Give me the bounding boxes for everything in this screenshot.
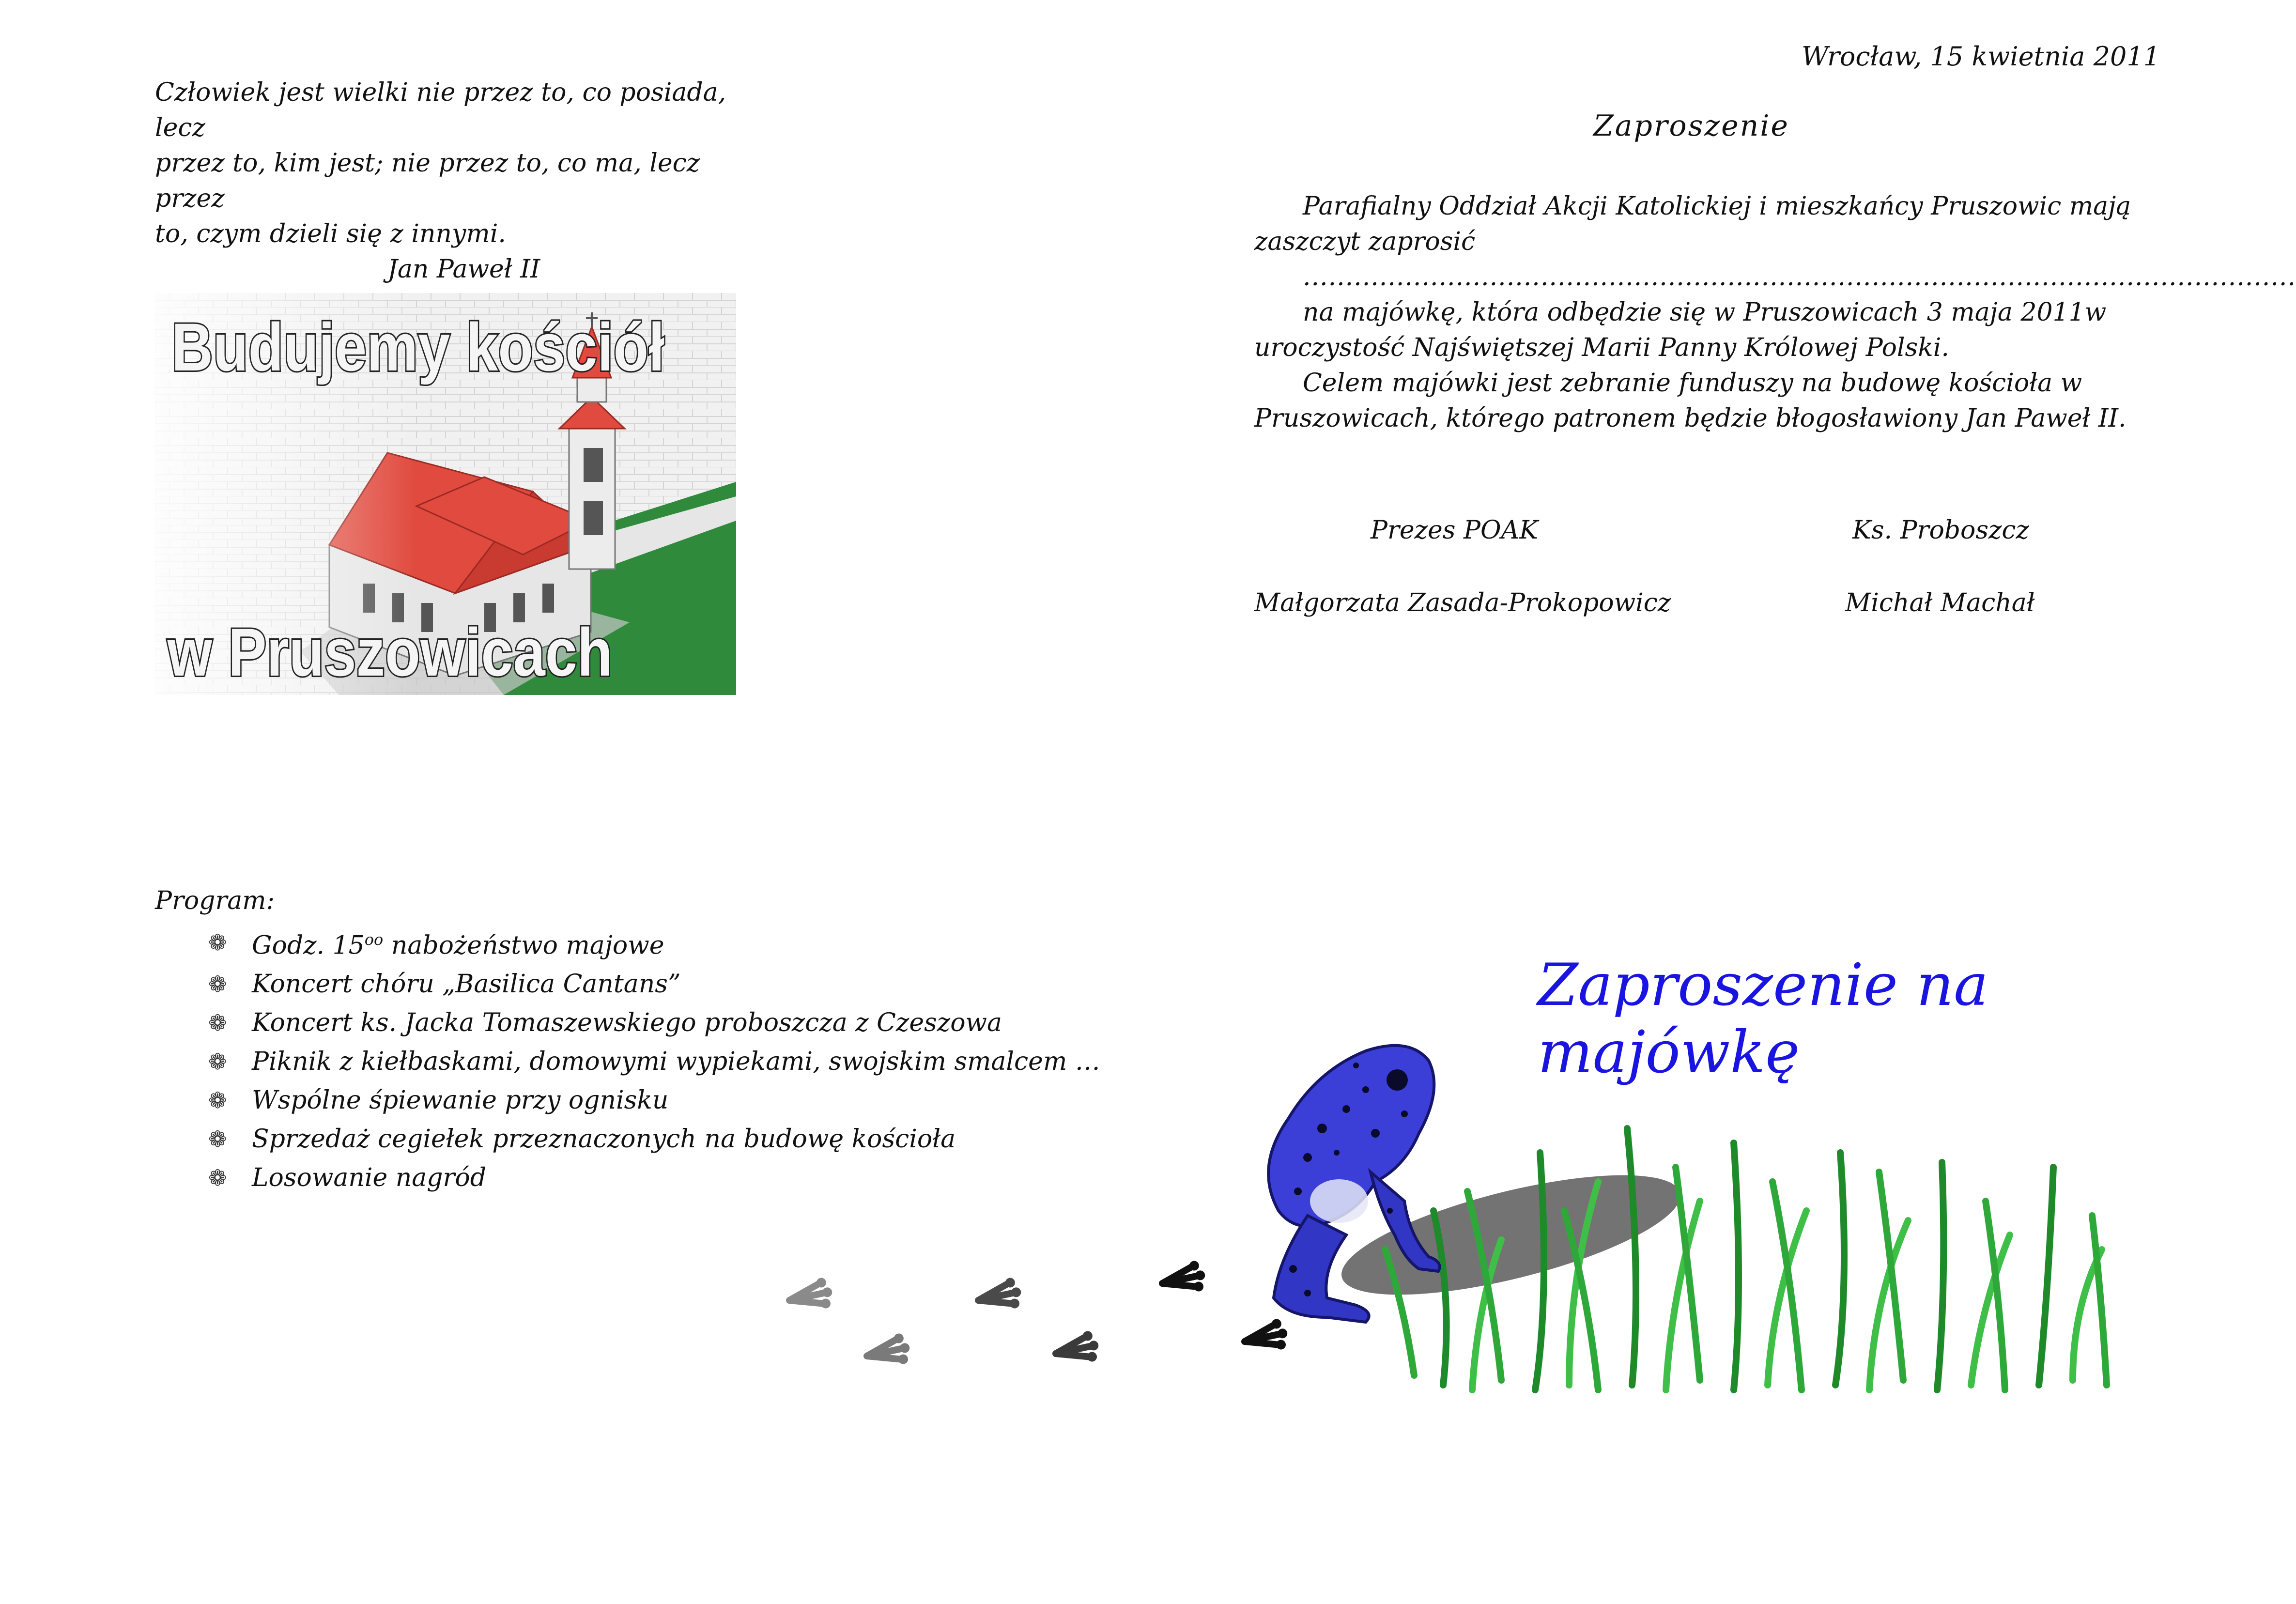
program-label: Program: [155, 886, 275, 915]
body-paragraph: na majówkę, która odbędzie się w Pruszowicach 3 maja 2011w uroczystość Najświętszej Marii Panny Królowej Polski. [1254, 298, 2107, 362]
letter-heading: Zaproszenie [1593, 109, 1789, 143]
invitee-blank-line: ..................................................................................................................... [1303, 262, 2296, 292]
invitation-title: Zaproszenie na majówkę [1538, 952, 1988, 1086]
signature-left-title: Prezes POAK [1371, 516, 1539, 545]
letter-body [1254, 189, 2296, 436]
program-item-text: Sprzedaż cegiełek przeznaczonych na budowę kościoła [252, 1125, 956, 1154]
image-title-line1: Budujemy kościół [171, 308, 665, 386]
flower-icon: ❁ [208, 929, 227, 956]
body-paragraph: Parafialny Oddział Akcji Katolickiej i mieszkańcy Pruszowic mają zaszczyt zaprosić [1254, 192, 2131, 256]
image-title-line2: w Pruszowicach [167, 614, 613, 691]
program-item [208, 920, 1100, 965]
grass [1385, 1128, 2107, 1390]
program-item-text: Godz. $15^{oo}$ nabożeństwo majowe [252, 930, 664, 960]
body-paragraph: Celem majówki jest zebranie funduszy na budowę kościoła w Pruszowicach, którego patronem będzie błogosławiony Jan Paweł II. [1254, 369, 2126, 433]
quote-line: to, czym dzieli się z innymi. [155, 219, 506, 248]
flower-icon: ❁ [208, 971, 227, 998]
flower-icon: ❁ [208, 1165, 227, 1191]
signature-right-name: Michał Machał [1845, 588, 2035, 617]
program-item-text: Wspólne śpiewanie przy ognisku [252, 1086, 669, 1115]
signature-left-name: Małgorzata Zasada-Prokopowicz [1254, 588, 1671, 617]
signature-right-title: Ks. Proboszcz [1852, 516, 2029, 545]
quote-line: Człowiek jest wielki nie przez to, co posiada, lecz [155, 78, 726, 142]
footprints [786, 1259, 1290, 1371]
flower-icon: ❁ [208, 1010, 227, 1036]
quote-block [155, 75, 736, 287]
flower-icon: ❁ [208, 1087, 227, 1114]
program-item [208, 965, 1100, 1003]
quote-line: przez to, kim jest; nie przez to, co ma, lecz przez [155, 149, 700, 213]
church-illustration [155, 293, 736, 695]
program-item-text: Piknik z kiełbaskami, domowymi wypiekami, swojskim smalcem … [252, 1047, 1100, 1077]
program-item-text: Koncert chóru „Basilica Cantans” [252, 970, 681, 999]
letter-date: Wrocław, 15 kwietnia 2011 [1802, 41, 2160, 72]
flower-icon: ❁ [208, 1049, 227, 1075]
frog-illustration [765, 1007, 2150, 1404]
program-item-text: Koncert ks. Jacka Tomaszewskiego proboszcza z Czeszowa [252, 1008, 1002, 1038]
church-image [155, 293, 736, 695]
program-item-text: Losowanie nagród [252, 1163, 486, 1193]
flower-icon: ❁ [208, 1126, 227, 1153]
quote-author: Jan Paweł II [387, 255, 540, 284]
